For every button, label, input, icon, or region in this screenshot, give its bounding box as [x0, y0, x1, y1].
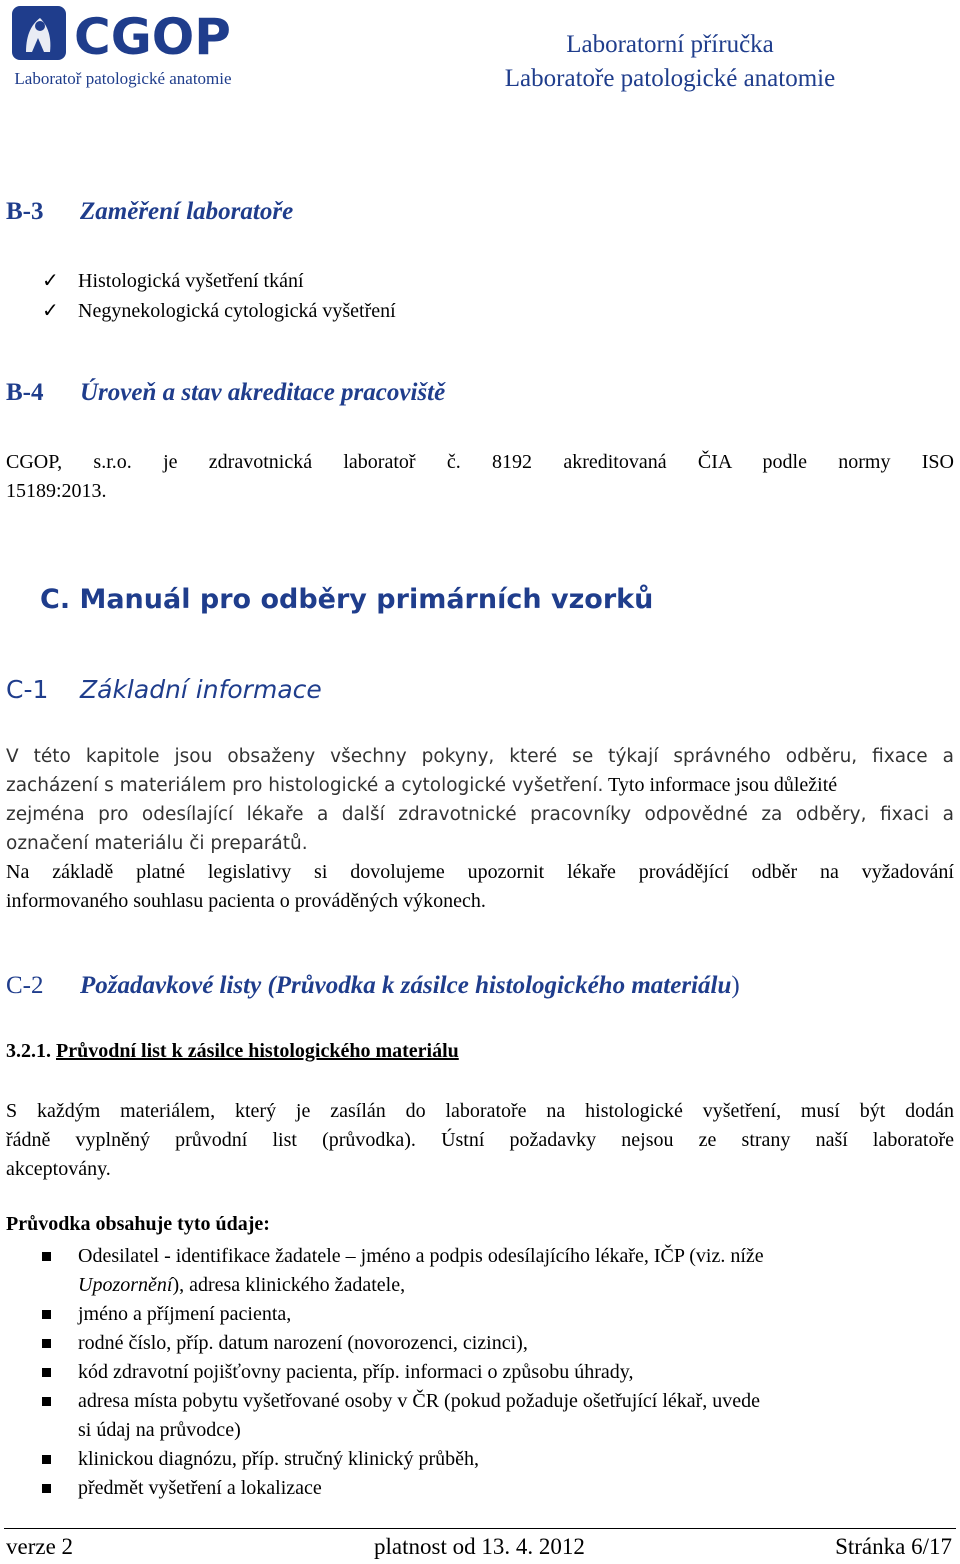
subsection-title: Průvodní list k zásilce histologického materiálu — [56, 1040, 459, 1062]
document-title — [440, 28, 900, 96]
bullet-square-icon — [42, 1397, 51, 1406]
section-b3-heading — [6, 198, 44, 226]
section-c1-number: C-1 — [6, 675, 49, 704]
company-logo — [10, 4, 256, 62]
footer-validity: platnost od 13. 4. 2012 — [374, 1534, 585, 1559]
section-number: B-3 — [6, 198, 44, 225]
footer-page-number: Stránka 6/17 — [835, 1534, 952, 1559]
subsection-heading — [6, 1040, 459, 1063]
subsection-number: 3.2.1. — [6, 1040, 51, 1062]
list-item: klinickou diagnózu, příp. stručný klinický průběh, — [4, 1445, 950, 1474]
footer-divider — [4, 1528, 956, 1529]
list-item: ✓ Histologická vyšetření tkání — [4, 266, 904, 296]
document-title-line2: Laboratoře patologické anatomie — [504, 65, 836, 92]
c1-paragraph-2: Na základě platné legislativy si dovolujeme upozornit lékaře provádějící odběr na vyžadování informovaného souhlasu pacienta o prováděných výkonech. — [6, 861, 954, 912]
section-c2-title: Požadavkové listy (Průvodka k zásilce histologického materiálu) — [80, 972, 740, 999]
b4-text-line1: CGOP, s.r.o. je zdravotnická laboratoř č. 8192 akreditovaná ČIA podle normy ISO — [6, 451, 954, 473]
section-b4-title: Úroveň a stav akreditace pracoviště — [80, 379, 446, 406]
bullet-square-icon — [42, 1368, 51, 1377]
c1-paragraph-1: V této kapitole jsou obsaženy všechny pokyny, které se týkají správného odběru, fixace a zacházení s materiálem pro histologické a cytologické vyšetření. Tyto informace jsou důležité zejména pro odesílající lékaře a další zdravotnické pracovníky odpovědné za odběry, fixaci a označení materiálu či preparátů. — [6, 746, 954, 854]
list-item: rodné číslo, příp. datum narození (novorozenci, cizinci), — [4, 1329, 950, 1358]
list-heading: Průvodka obsahuje tyto údaje: — [6, 1213, 270, 1235]
logo-text: CGOP — [74, 8, 231, 62]
lab-name: Laboratoř patologické anatomie — [14, 69, 232, 88]
s3-paragraph: S každým materiálem, který je zasílán do laboratoře na histologické vyšetření, musí být dodán řádně vyplněný průvodní list (průvodka). Ústní požadavky nejsou ze strany naší laboratoře akceptovány. — [6, 1100, 954, 1180]
bullet-square-icon — [42, 1455, 51, 1464]
section-b3-title: Zaměření laboratoře — [80, 198, 294, 225]
bullet-square-icon — [42, 1339, 51, 1348]
document-title-line1: Laboratorní příručka — [566, 31, 774, 58]
b4-text-line2: 15189:2013. — [6, 480, 107, 502]
list-item: předmět vyšetření a lokalizace — [4, 1474, 950, 1503]
list-item: Odesilatel - identifikace žadatele – jméno a podpis odesílajícího lékaře, IČP (viz. níže Upozornění), adresa klinického žadatele, — [4, 1242, 950, 1300]
section-b4-number: B-4 — [6, 379, 44, 406]
section-c1-title: Základní informace — [80, 675, 322, 704]
list-item: kód zdravotní pojišťovny pacienta, příp. informaci o způsobu úhrady, — [4, 1358, 950, 1387]
chapter-c-heading: C. Manuál pro odběry primárních vzorků — [40, 584, 654, 615]
footer-version: verze 2 — [6, 1534, 74, 1559]
list-item: jméno a příjmení pacienta, — [4, 1300, 950, 1329]
bullet-square-icon — [42, 1310, 51, 1319]
list-item: adresa místa pobytu vyšetřované osoby v ČR (pokud požaduje ošetřující lékař, uvede si údaj na průvodce) — [4, 1387, 950, 1445]
requirements-list — [4, 1242, 950, 1503]
section-c2-number: C-2 — [6, 972, 44, 999]
checkmark-icon: ✓ — [42, 300, 59, 322]
bullet-square-icon — [42, 1252, 51, 1261]
b3-checklist — [4, 266, 904, 326]
list-item: ✓ Negynekologická cytologická vyšetření — [4, 296, 904, 326]
bullet-square-icon — [42, 1484, 51, 1493]
checkmark-icon: ✓ — [42, 270, 59, 292]
